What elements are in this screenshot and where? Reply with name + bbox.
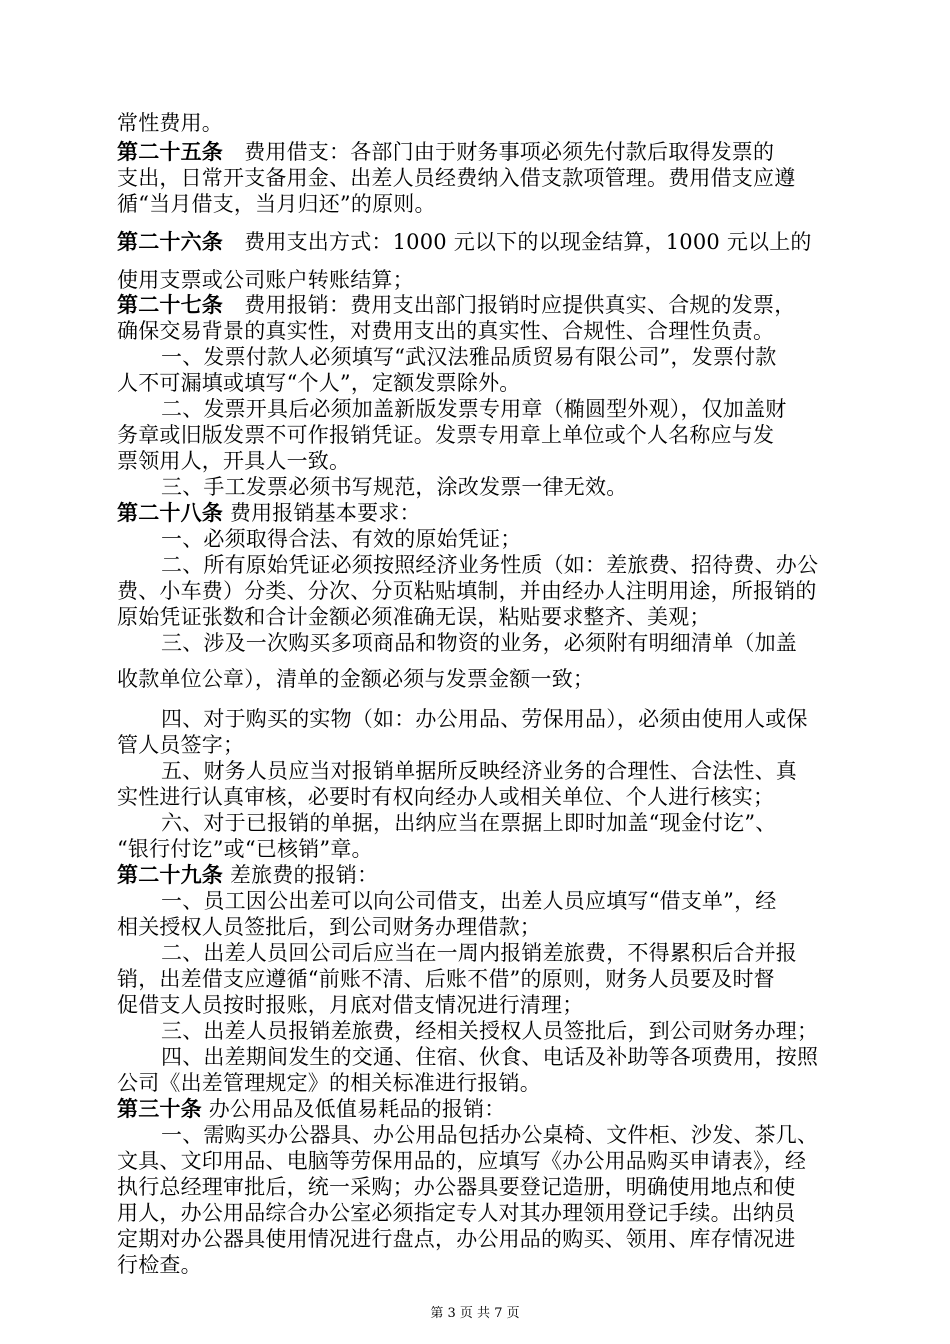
article-heading: 第二十九条 — [117, 862, 223, 887]
text-line: 一、需购买办公器具、办公用品包括办公桌椅、文件柜、沙发、茶几、 — [161, 1123, 819, 1147]
text-line: 管人员签字； — [117, 733, 245, 757]
text-line: 循“当月借支，当月归还”的原则。 — [117, 192, 436, 216]
article-29 — [117, 862, 862, 888]
text-line: 四、出差期间发生的交通、住宿、伙食、电话及补助等各项费用，按照 — [161, 1045, 819, 1069]
text-line: 执行总经理审批后，统一采购；办公器具要登记造册，明确使用地点和使 — [117, 1175, 796, 1199]
text-line: 确保交易背景的真实性，对费用支出的真实性、合规性、合理性负责。 — [117, 319, 775, 343]
text-line: 三、手工发票必须书写规范，涂改发票一律无效。 — [161, 475, 628, 499]
article-text: 费用报销基本要求： — [223, 501, 421, 525]
article-25 — [117, 139, 862, 165]
text-line: 用人，办公用品综合办公室必须指定专人对其办理领用登记手续。出纳员 — [117, 1201, 796, 1225]
text-line: 一、发票付款人必须填写“武汉法雅品质贸易有限公司”，发票付款 — [161, 345, 777, 369]
text-line: 原始凭证张数和合计金额必须准确无误，粘贴要求整齐、美观； — [117, 605, 711, 629]
text-line: 费、小车费）分类、分次、分页粘贴填制，并由经办人注明用途，所报销的 — [117, 579, 817, 603]
text-line: 人不可漏填或填写“个人”，定额发票除外。 — [117, 371, 521, 395]
article-heading: 第二十六条 — [117, 229, 223, 254]
article-text: 费用借支：各部门由于财务事项必须先付款后取得发票的 — [223, 140, 775, 164]
article-28 — [117, 500, 862, 526]
text-line: 常性费用。 — [117, 111, 223, 135]
text-line: 相关授权人员签批后，到公司财务办理借款； — [117, 915, 541, 939]
text-line: 实性进行认真审核，必要时有权向经办人或相关单位、个人进行核实； — [117, 785, 775, 809]
text-line: 文具、文印用品、电脑等劳保用品的，应填写《办公用品购买申请表》，经 — [117, 1149, 807, 1173]
text-line: “银行付讫”或“已核销”章。 — [117, 837, 373, 861]
article-text: 差旅费的报销： — [223, 863, 379, 887]
text-line: 使用支票或公司账户转账结算； — [117, 268, 414, 292]
text-line: 六、对于已报销的单据，出纳应当在票据上即时加盖“现金付讫”、 — [161, 811, 777, 835]
article-heading: 第二十五条 — [117, 139, 223, 164]
article-heading: 第二十八条 — [117, 500, 223, 525]
article-text: 费用报销：费用支出部门报销时应提供真实、合规的发票， — [223, 293, 796, 317]
text-line: 行检查。 — [117, 1253, 202, 1277]
text-line: 收款单位公章），清单的金额必须与发票金额一致； — [117, 667, 595, 691]
text-line: 二、发票开具后必须加盖新版发票专用章（椭圆型外观），仅加盖财 — [161, 397, 787, 421]
article-heading: 第三十条 — [117, 1096, 202, 1121]
text-line: 务章或旧版发票不可作报销凭证。发票专用章上单位或个人名称应与发 — [117, 423, 775, 447]
text-line: 一、必须取得合法、有效的原始凭证； — [161, 527, 522, 551]
article-heading: 第二十七条 — [117, 292, 223, 317]
text-line: 销，出差借支应遵循“前账不清、后账不借”的原则，财务人员要及时督 — [117, 967, 775, 991]
text-line: 三、涉及一次购买多项商品和物资的业务，必须附有明细清单（加盖 — [161, 631, 797, 655]
page-footer: 第 3 页 共 7 页 — [430, 1306, 520, 1321]
text-line: 定期对办公器具使用情况进行盘点，办公用品的购买、领用、库存情况进 — [117, 1227, 796, 1251]
text-line: 四、对于购买的实物（如：办公用品、劳保用品），必须由使用人或保 — [161, 707, 808, 731]
text-line: 三、出差人员报销差旅费，经相关授权人员签批后，到公司财务办理； — [161, 1019, 819, 1043]
text-line: 二、出差人员回公司后应当在一周内报销差旅费，不得累积后合并报 — [161, 941, 797, 965]
text-line: 支出，日常开支备用金、出差人员经费纳入借支款项管理。费用借支应遵 — [117, 166, 796, 190]
text-line: 五、财务人员应当对报销单据所反映经济业务的合理性、合法性、真 — [161, 759, 797, 783]
text-line: 一、员工因公出差可以向公司借支，出差人员应填写“借支单”，经 — [161, 889, 777, 913]
text-line: 二、所有原始凭证必须按照经济业务性质（如：差旅费、招待费、办公 — [161, 553, 819, 577]
text-line: 促借支人员按时报账，月底对借支情况进行清理； — [117, 993, 584, 1017]
article-text: 办公用品及低值易耗品的报销： — [201, 1097, 506, 1121]
article-30 — [117, 1096, 862, 1122]
article-text: 费用支出方式：1000 元以下的以现金结算，1000 元以上的 — [223, 230, 812, 254]
text-line: 票领用人，开具人一致。 — [117, 449, 351, 473]
article-26 — [117, 229, 862, 255]
text-line: 公司《出差管理规定》的相关标准进行报销。 — [117, 1071, 541, 1095]
article-27 — [117, 292, 862, 318]
